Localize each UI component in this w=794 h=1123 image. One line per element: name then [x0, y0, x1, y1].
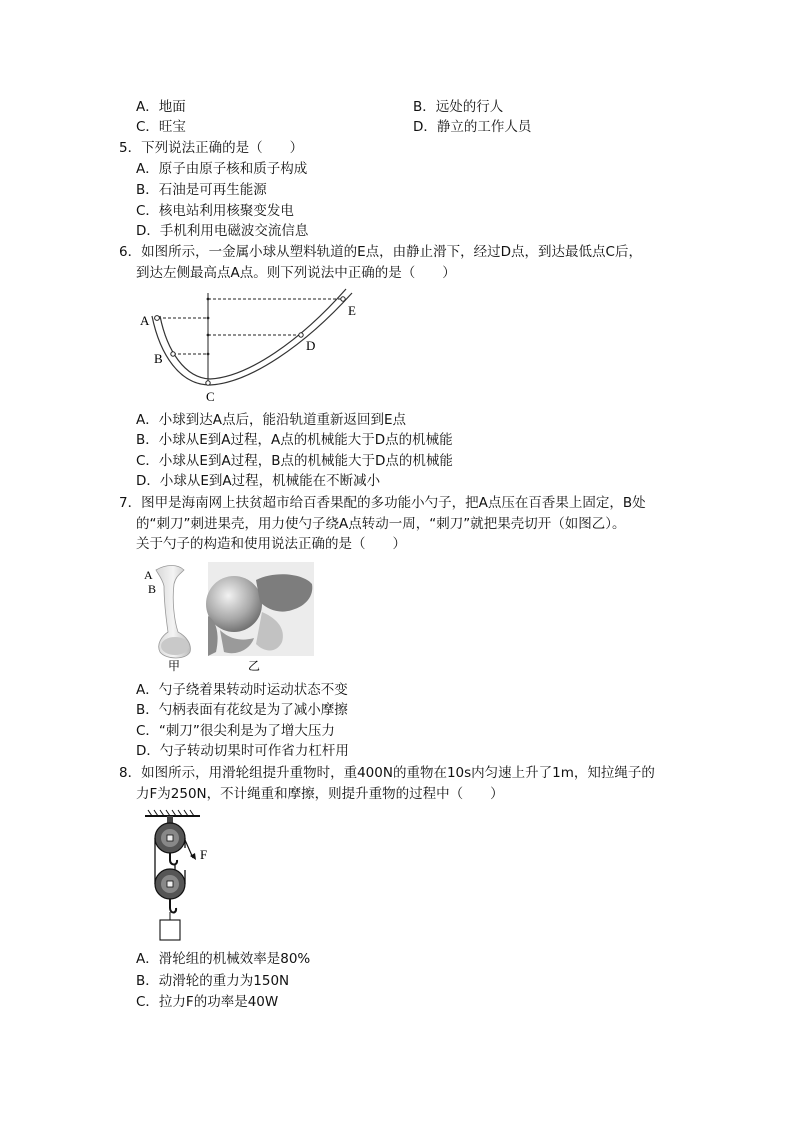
- q4-option-b: B．远处的行人: [413, 99, 504, 115]
- q6-option-b: B．小球从E到A过程，A点的机械能大于D点的机械能: [136, 432, 453, 448]
- q5-option-b: B．石油是可再生能源: [136, 182, 267, 198]
- q6-option-d: D．小球从E到A过程，机械能在不断减小: [136, 473, 381, 489]
- q8-option-b: B．动滑轮的重力为150N: [136, 973, 290, 989]
- q4-option-d: D．静立的工作人员: [413, 119, 532, 135]
- q6-track-figure: [130, 285, 370, 407]
- q7-stem-line2: 的“刺刀”刺进果壳，用力使勺子绕A点转动一周，“刺刀”就把果壳切开（如图乙）。: [136, 516, 626, 532]
- spoon-photo: [156, 566, 190, 659]
- q6-stem-line2: 到达左侧最高点A点。则下列说法中正确的是（ ）: [136, 265, 456, 281]
- q6-stem-line1: 6．如图所示，一金属小球从塑料轨道的E点，由静止滑下，经过D点，到达最低点C后，: [119, 244, 642, 260]
- q8-option-c: C．拉力F的功率是40W: [136, 994, 279, 1010]
- q7-option-b: B．勺柄表面有花纹是为了减小摩擦: [136, 702, 348, 718]
- q6-label-c: C: [206, 389, 215, 404]
- q5-stem: 5．下列说法正确的是（ ）: [119, 140, 304, 156]
- q5-option-a: A．原子由原子核和质子构成: [136, 161, 308, 177]
- q5-option-d: D．手机利用电磁波交流信息: [136, 223, 309, 239]
- q7-label-b: B: [148, 582, 157, 596]
- q6-option-c: C．小球从E到A过程，B点的机械能大于D点的机械能: [136, 453, 453, 469]
- q6-option-a: A．小球到达A点后，能沿轨道重新返回到E点: [136, 412, 406, 428]
- q8-stem-line2: 力F为250N，不计绳重和摩擦，则提升重物的过程中（ ）: [136, 786, 504, 802]
- q5-option-c: C．核电站利用核聚变发电: [136, 203, 294, 219]
- fruit-hand-photo: [206, 562, 314, 656]
- q7-stem-line3: 关于勺子的构造和使用说法正确的是（ ）: [136, 536, 406, 552]
- q7-label-yi: 乙: [248, 659, 261, 673]
- q6-label-e: E: [348, 303, 356, 318]
- q6-label-b: B: [154, 351, 163, 366]
- q7-option-d: D．勺子转动切果时可作省力杠杆用: [136, 743, 349, 759]
- q7-stem-line1: 7．图甲是海南网上扶贫超市给百香果配的多功能小勺子，把A点压在百香果上固定，B处: [119, 495, 646, 511]
- q7-label-a: A: [144, 568, 153, 582]
- q7-option-c: C．“刺刀”很尖利是为了增大压力: [136, 723, 335, 739]
- q7-label-jia: 甲: [168, 659, 181, 673]
- q6-label-d: D: [306, 338, 316, 353]
- q7-option-a: A．勺子绕着果转动时运动状态不变: [136, 682, 348, 698]
- q8-pulley-figure: [140, 808, 230, 946]
- q4-option-c: C．旺宝: [136, 119, 186, 135]
- q8-option-a: A．滑轮组的机械效率是80%: [136, 951, 311, 967]
- q8-stem-line1: 8．如图所示，用滑轮组提升重物时，重400N的重物在10s内匀速上升了1m，知拉绳子的: [119, 765, 655, 781]
- q8-label-f: F: [200, 847, 208, 862]
- q6-label-a: A: [140, 313, 150, 328]
- q4-option-a: A．地面: [136, 99, 186, 115]
- q7-spoon-photos: [136, 560, 316, 675]
